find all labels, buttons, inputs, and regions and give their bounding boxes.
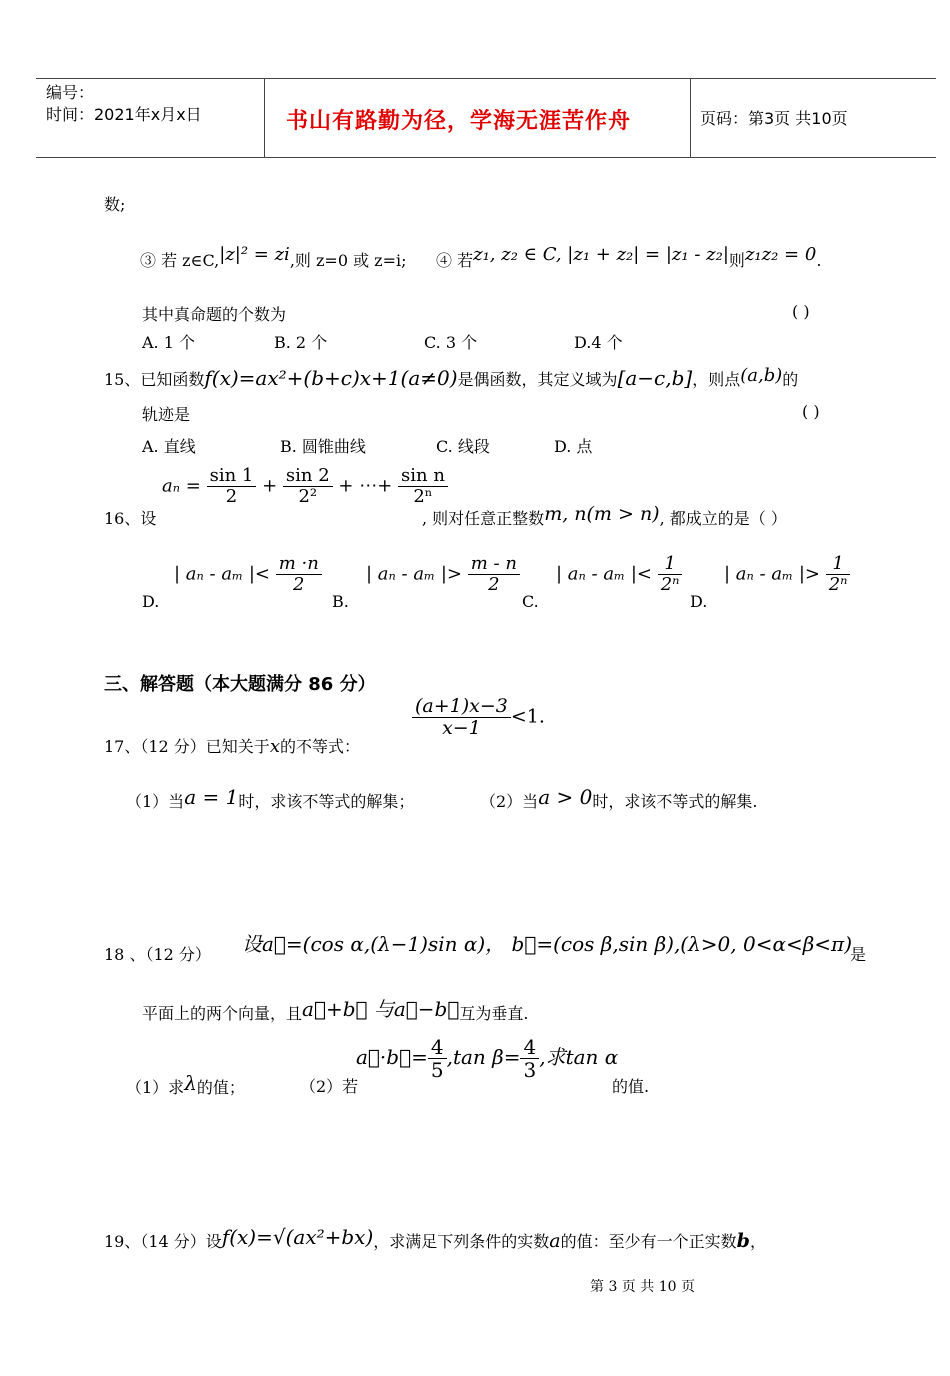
item4-prefix: ④ 若 — [436, 251, 474, 270]
q18-line2-formula: a⃗+b⃗ 与a⃗−b⃗ — [302, 997, 460, 1021]
q16-option-d-label: D. — [690, 592, 708, 611]
q15-point: (a,b) — [740, 365, 783, 386]
q16-option-d-frac: $\frac{1}{\text{2ⁿ}}$ — [826, 554, 851, 595]
q18-part1-prefix: （1）求 — [126, 1078, 185, 1097]
q18-tan-beta: ,tan β= — [446, 1045, 521, 1069]
q17-part2-suffix: 时，求该不等式的解集. — [592, 792, 758, 811]
item3 — [140, 244, 407, 271]
q16-option-b-frac: $\frac{m - n}{2}$ — [468, 554, 520, 595]
section-title: 三、解答题（本大题满分 86 分） — [104, 674, 376, 695]
q16-mn: m, n(m > n) — [544, 503, 660, 525]
q16-frac1: $\frac{\sin 1}{2}$ — [207, 466, 257, 507]
q18-line2-prefix: 平面上的两个向量，且 — [142, 1004, 303, 1023]
q16-option-c-frac: $\frac{1}{\text{2ⁿ}}$ — [658, 554, 683, 595]
q14-option-d: D.4 个 — [574, 333, 623, 352]
header-time: 时间：2021年x月x日 — [46, 105, 202, 124]
q17-fraction: $\frac{(a+1)x-3}{x-1}$ — [412, 696, 511, 739]
header-motto: 书山有路勤为径，学海无涯苦作舟 — [286, 109, 632, 134]
q19-number: 19、（14 分）设 — [104, 1232, 222, 1251]
q18-dot-product: a⃗·b⃗= — [356, 1045, 428, 1069]
q16-frac2: $\frac{\sin 2}{\text{2²}}$ — [283, 466, 333, 507]
item4-formula: z₁, z₂ ∈ C, |z₁ + z₂| = |z₁ - z₂| — [473, 244, 729, 265]
q16-option-a-label: D. — [142, 592, 160, 611]
q15-option-a: A. 直线 — [142, 437, 196, 456]
q18-formula: 设a⃗=(cos α,(λ−1)sin α)， b⃗=(cos β,sin β),(λ>0, 0<α<β<π) — [242, 932, 852, 956]
q16-option-a-frac: $\frac{m \cdot n}{2}$ — [276, 554, 322, 595]
q15-option-b: B. 圆锥曲线 — [280, 437, 366, 456]
q18-part2-suffix: 的值. — [612, 1077, 650, 1096]
header-serial: 编号： — [46, 83, 95, 102]
q19-mid: ，求满足下列条件的实数 — [373, 1232, 550, 1251]
q18-end: 是 — [850, 945, 867, 964]
q19-line — [104, 1225, 766, 1252]
q18-line2 — [142, 996, 528, 1025]
carryover-text: 数; — [104, 195, 126, 214]
q15-number: 15、已知函数 — [104, 370, 205, 389]
item3-formula: |z|² = zi — [219, 244, 290, 265]
item3-prefix: ③ 若 z∈C, — [140, 251, 220, 270]
q18-part2-formula — [356, 1036, 618, 1081]
q17-part1-suffix: 时，求该不等式的解集； — [238, 792, 415, 811]
header-divider — [690, 79, 691, 157]
q18-line2-suffix: 互为垂直. — [459, 1004, 529, 1023]
q18-frac2: $\frac{4}{3}$ — [520, 1036, 539, 1081]
q18-number: 18 、（12 分） — [104, 945, 211, 964]
item3-suffix: ,则 z=0 或 z=i; — [289, 251, 407, 270]
q17-inequality — [412, 696, 545, 739]
q16-an: aₙ = — [162, 475, 201, 497]
header-divider — [264, 79, 265, 157]
q16-option-c — [556, 554, 682, 595]
q16-option-d — [724, 554, 850, 595]
q14-option-c: C. 3 个 — [424, 333, 478, 352]
q17-part2-formula: a > 0 — [538, 785, 593, 809]
q17-part1 — [126, 785, 415, 812]
q17-part1-prefix: （1）当 — [126, 792, 185, 811]
q14-option-a: A. 1 个 — [142, 333, 195, 352]
q15-mid: 是偶函数，其定义域为 — [457, 370, 618, 389]
q17-rhs: <1. — [510, 705, 545, 728]
q16-option-c-label: C. — [522, 592, 539, 611]
item4 — [436, 244, 822, 271]
q16-plus-dots: + ⋯+ — [338, 475, 393, 497]
q16-option-b — [366, 554, 520, 595]
q18-part1-suffix: 的值； — [196, 1078, 245, 1097]
q18-frac1: $\frac{4}{5}$ — [428, 1036, 447, 1081]
q15-line2: 轨迹是 — [142, 405, 191, 424]
q15-end: 的 — [782, 370, 799, 389]
item4-end: . — [816, 251, 822, 270]
q16-sequence — [162, 466, 448, 507]
q15-line1 — [104, 366, 798, 390]
q16-option-c-lhs: | aₙ - aₘ |< — [556, 563, 652, 585]
q16-option-d-lhs: | aₙ - aₘ |> — [724, 563, 820, 585]
page-footer: 第 3 页 共 10 页 — [590, 1279, 695, 1295]
q15-domain: [a−c,b] — [617, 366, 693, 390]
q16-plus: + — [262, 475, 278, 497]
q19-formula: f(x)=√(ax²+bx) — [221, 1225, 374, 1249]
q16-option-b-lhs: | aₙ - aₘ |> — [366, 563, 462, 585]
q14-answer-paren: ( ) — [792, 302, 810, 321]
q19-end: ， — [749, 1232, 766, 1251]
q14-stem: 其中真命题的个数为 — [142, 305, 287, 324]
q19-mid2: 的值：至少有一个正实数 — [560, 1232, 737, 1251]
q17-mid: 的不等式： — [279, 737, 360, 756]
q16-mid: , 则对任意正整数 — [422, 509, 545, 528]
q18-part1 — [126, 1071, 245, 1098]
q16-end: , 都成立的是（ ） — [659, 509, 787, 528]
q15-mid2: ，则点 — [692, 370, 741, 389]
q18-part2-prefix: （2）若 — [300, 1077, 359, 1096]
q15-answer-paren: ( ) — [802, 402, 820, 421]
q16-tail — [422, 503, 787, 529]
q15-option-d: D. 点 — [554, 437, 593, 456]
q15-option-c: C. 线段 — [436, 437, 490, 456]
q16-number: 16、设 — [104, 509, 157, 528]
q18-part1-lambda: λ — [184, 1071, 197, 1095]
q17-stem — [104, 734, 360, 757]
q16-frac3: $\frac{\text{sin n}}{\text{2ⁿ}}$ — [398, 466, 448, 507]
q15-function: f(x)=ax²+(b+c)x+1(a≠0) — [204, 366, 458, 390]
q17-part2-prefix: （2）当 — [480, 792, 539, 811]
item4-result: z₁z₂ = 0 — [744, 244, 817, 265]
q17-part1-formula: a = 1 — [184, 785, 239, 809]
q17-number: 17、（12 分）已知关于 — [104, 737, 270, 756]
q17-x: x — [269, 736, 280, 757]
item4-then: 则 — [728, 251, 745, 270]
q17-part2 — [480, 785, 758, 812]
q14-option-b: B. 2 个 — [274, 333, 328, 352]
q19-a: a — [549, 1230, 561, 1252]
header-page: 页码：第3页 共10页 — [700, 109, 848, 128]
q16-option-a-lhs: | aₙ - aₘ |< — [174, 563, 270, 585]
q16-option-a — [174, 554, 322, 595]
q16-option-b-label: B. — [332, 592, 349, 611]
q18-tan-alpha: ,求tan α — [539, 1045, 619, 1069]
q19-b: b — [736, 1230, 750, 1252]
